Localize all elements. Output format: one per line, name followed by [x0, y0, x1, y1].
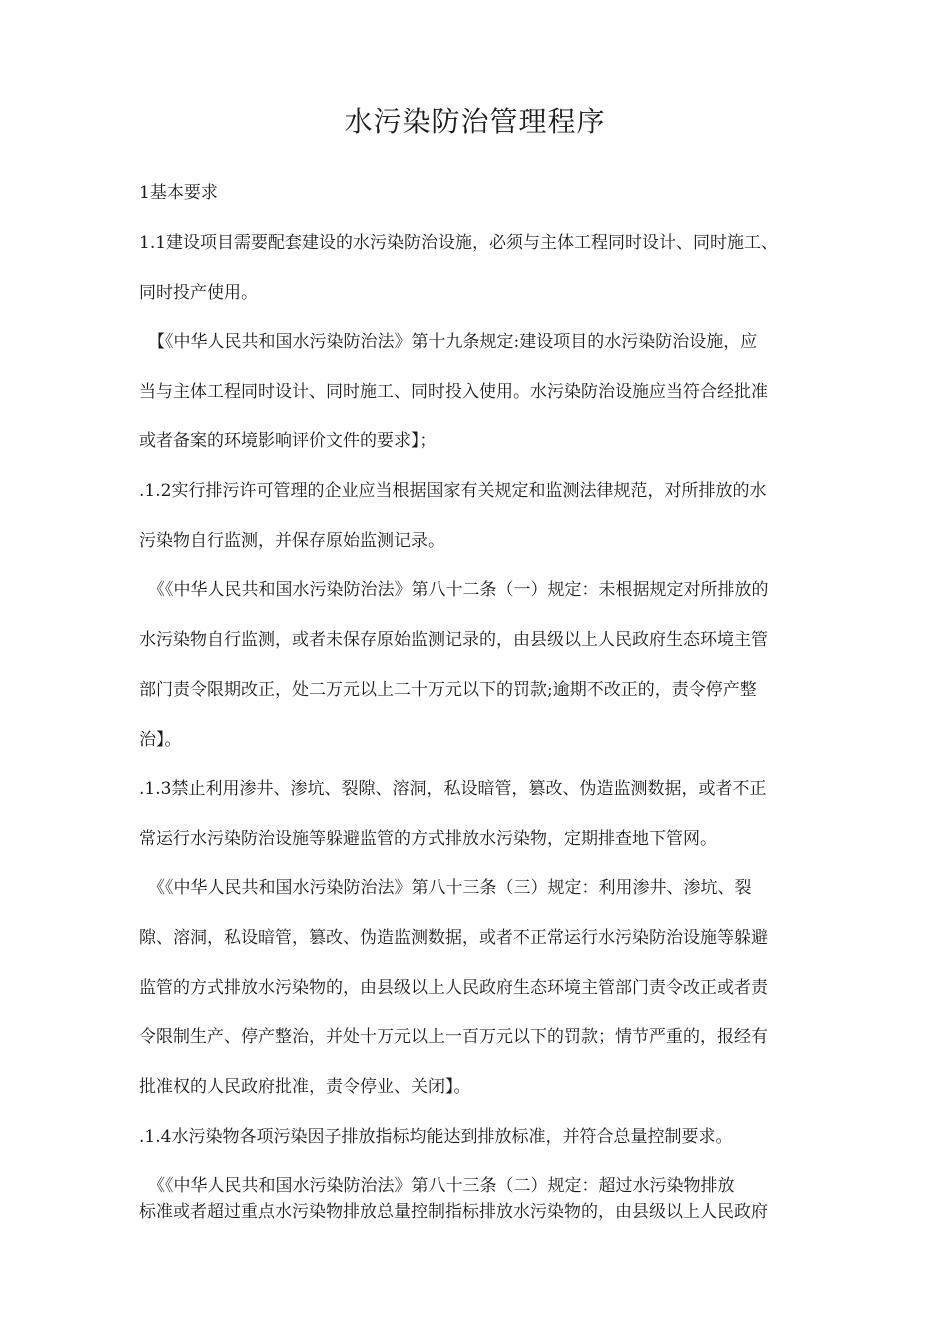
- paragraph-line: 【《中华人民共和国水污染防治法》第十九条规定:建设项目的水污染防治设施，应: [148, 332, 758, 352]
- paragraph-line: 同时投产使用。: [139, 283, 258, 303]
- paragraph-line: 《《中华人民共和国水污染防治法》第八十三条（二）规定：超过水污染物排放: [148, 1176, 735, 1196]
- paragraph-line: 监管的方式排放水污染物的，由县级以上人民政府生态环境主管部门责令改正或者责: [139, 978, 768, 998]
- paragraph-line: .1.4水污染物各项污染因子排放指标均能达到排放标准，并符合总量控制要求。: [139, 1127, 733, 1147]
- document-title: 水污染防治管理程序: [344, 105, 606, 138]
- paragraph-line: 当与主体工程同时设计、同时施工、同时投入使用。水污染防治设施应当符合经批准: [139, 382, 768, 402]
- section-heading: 1基本要求: [139, 183, 218, 203]
- paragraph-line: 令限制生产、停产整治，并处十万元以上一百万元以下的罚款；情节严重的，报经有: [139, 1027, 768, 1047]
- paragraph-line: 《《中华人民共和国水污染防治法》第八十三条（三）规定：利用渗井、渗坑、裂: [148, 878, 752, 898]
- paragraph-line: 《《中华人民共和国水污染防治法》第八十二条（一）规定：未根据规定对所排放的: [148, 580, 769, 600]
- paragraph-line: 水污染物自行监测，或者未保存原始监测记录的，由县级以上人民政府生态环境主管: [139, 630, 768, 650]
- paragraph-line: 污染物自行监测，并保存原始监测记录。: [139, 531, 445, 551]
- paragraph-line: 1.1建设项目需要配套建设的水污染防治设施，必须与主体工程同时设计、同时施工、: [139, 233, 779, 253]
- paragraph-line: 部门责令限期改正，处二万元以上二十万元以下的罚款;逾期不改正的，责令停产整: [139, 680, 757, 700]
- paragraph-line: 治】。: [139, 730, 182, 750]
- paragraph-line: 或者备案的环境影响评价文件的要求】；: [139, 431, 437, 451]
- paragraph-line: 批准权的人民政府批准，责令停业、关闭】。: [139, 1077, 471, 1097]
- paragraph-line: 标准或者超过重点水污染物排放总量控制指标排放水污染物的，由县级以上人民政府: [139, 1202, 768, 1222]
- paragraph-line: .1.3禁止利用渗井、渗坑、裂隙、溶洞，私设暗管，篡改、伪造监测数据，或者不正: [139, 779, 767, 799]
- paragraph-line: 隙、溶洞，私设暗管，篡改、伪造监测数据，或者不正常运行水污染防治设施等躲避: [139, 928, 768, 948]
- paragraph-line: .1.2实行排污许可管理的企业应当根据国家有关规定和监测法律规范，对所排放的水: [139, 481, 767, 501]
- paragraph-line: 常运行水污染防治设施等躲避监管的方式排放水污染物，定期排查地下管网。: [139, 829, 717, 849]
